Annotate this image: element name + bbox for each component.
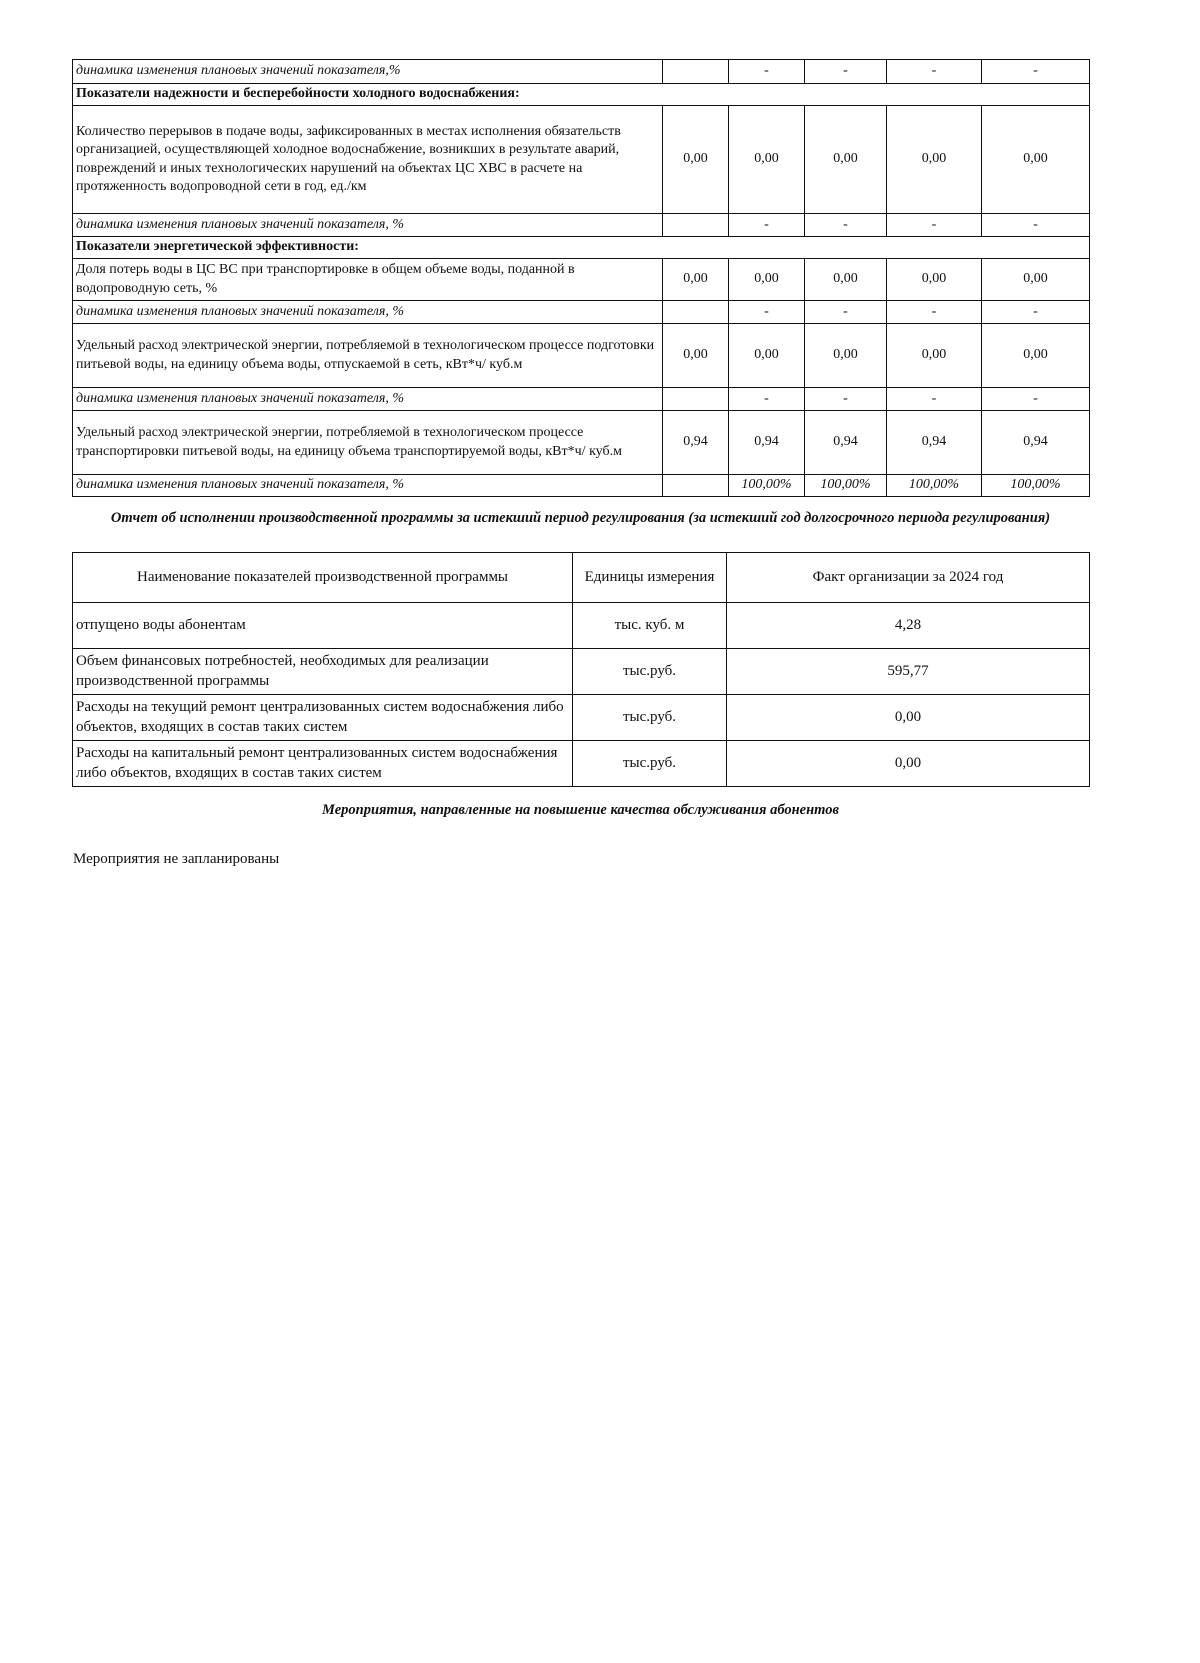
value-cell: 0,00	[729, 106, 805, 214]
unit-cell: тыс.руб.	[573, 741, 727, 787]
value-cell: -	[887, 301, 982, 324]
section-heading: Показатели надежности и бесперебойности холодного водоснабжения:	[73, 84, 1090, 106]
value-cell: 0,00	[663, 259, 729, 301]
value-cell: 595,77	[727, 649, 1090, 695]
value-cell: -	[805, 388, 887, 411]
row-label: Удельный расход электрической энергии, потребляемой в технологическом процессе транспортировки питьевой воды, на единицу объема транспортируемой воды, кВт*ч/ куб.м	[73, 411, 663, 475]
section-row	[73, 84, 1090, 106]
value-cell	[663, 60, 729, 84]
value-cell: 0,00	[663, 106, 729, 214]
column-header: Факт организации за 2024 год	[727, 553, 1090, 603]
table-row	[73, 60, 1090, 84]
value-cell: 0,00	[805, 106, 887, 214]
value-cell: 0,00	[887, 106, 982, 214]
table-row	[73, 324, 1090, 388]
value-cell: -	[729, 60, 805, 84]
value-cell: 0,94	[887, 411, 982, 475]
unit-cell: тыс. куб. м	[573, 603, 727, 649]
value-cell: -	[805, 301, 887, 324]
value-cell: 0,94	[805, 411, 887, 475]
value-cell: 0,00	[887, 259, 982, 301]
indicator-name: Объем финансовых потребностей, необходимых для реализации производственной программы	[73, 649, 573, 695]
value-cell: 0,00	[887, 324, 982, 388]
value-cell: 0,00	[982, 324, 1090, 388]
row-label: динамика изменения плановых значений показателя,%	[73, 60, 663, 84]
value-cell	[663, 214, 729, 237]
value-cell: 0,94	[663, 411, 729, 475]
value-cell: 4,28	[727, 603, 1090, 649]
section-heading: Показатели энергетической эффективности:	[73, 237, 1090, 259]
indicators-table	[72, 59, 1090, 497]
value-cell: 0,00	[805, 324, 887, 388]
value-cell: 0,00	[729, 324, 805, 388]
value-cell: -	[982, 301, 1090, 324]
production-program-table	[72, 552, 1090, 787]
value-cell: 0,00	[982, 106, 1090, 214]
table-row	[73, 259, 1090, 301]
row-label: динамика изменения плановых значений показателя, %	[73, 475, 663, 497]
value-cell: 0,00	[982, 259, 1090, 301]
value-cell: -	[982, 60, 1090, 84]
value-cell: 0,00	[727, 695, 1090, 741]
value-cell: -	[982, 388, 1090, 411]
value-cell: 0,94	[982, 411, 1090, 475]
value-cell	[663, 301, 729, 324]
row-label: Доля потерь воды в ЦС ВС при транспортировке в общем объеме воды, поданной в водопроводную сеть, %	[73, 259, 663, 301]
value-cell: -	[982, 214, 1090, 237]
column-header: Наименование показателей производственной программы	[73, 553, 573, 603]
row-label: динамика изменения плановых значений показателя, %	[73, 214, 663, 237]
row-label: Удельный расход электрической энергии, потребляемой в технологическом процессе подготовки питьевой воды, на единицу объема воды, отпускаемой в сеть, кВт*ч/ куб.м	[73, 324, 663, 388]
indicator-name: Расходы на текущий ремонт централизованных систем водоснабжения либо объектов, входящих в состав таких систем	[73, 695, 573, 741]
report-title: Отчет об исполнении производственной программы за истекший период регулирования (за истекший год долгосрочного периода регулирования)	[110, 510, 1051, 526]
indicator-name: отпущено воды абонентам	[73, 603, 573, 649]
value-cell: 0,94	[729, 411, 805, 475]
table-row	[73, 475, 1090, 497]
value-cell: -	[887, 214, 982, 237]
table-row	[73, 301, 1090, 324]
value-cell: -	[887, 60, 982, 84]
table-row	[73, 603, 1090, 649]
measures-text: Мероприятия не запланированы	[73, 851, 280, 867]
table-header-row	[73, 553, 1090, 603]
value-cell	[663, 388, 729, 411]
table-row	[73, 741, 1090, 787]
value-cell: -	[887, 388, 982, 411]
value-cell: 0,00	[663, 324, 729, 388]
value-cell: -	[729, 301, 805, 324]
value-cell: -	[805, 60, 887, 84]
value-cell: 0,00	[729, 259, 805, 301]
value-cell: -	[805, 214, 887, 237]
row-label: динамика изменения плановых значений показателя, %	[73, 301, 663, 324]
value-cell: -	[729, 388, 805, 411]
table-row	[73, 649, 1090, 695]
unit-cell: тыс.руб.	[573, 695, 727, 741]
row-label: Количество перерывов в подаче воды, зафиксированных в местах исполнения обязательств организацией, осуществляющей холодное водоснабжение, возникших в результате аварий, повреждений и иных технологических нарушений на объектах ЦС ХВС в расчете на протяженность водопроводной сети в год, ед./км	[73, 106, 663, 214]
value-cell: 100,00%	[887, 475, 982, 497]
table-row	[73, 695, 1090, 741]
unit-cell: тыс.руб.	[573, 649, 727, 695]
table-row	[73, 214, 1090, 237]
row-label: динамика изменения плановых значений показателя, %	[73, 388, 663, 411]
column-header: Единицы измерения	[573, 553, 727, 603]
value-cell: 100,00%	[729, 475, 805, 497]
value-cell: 0,00	[805, 259, 887, 301]
value-cell: 0,00	[727, 741, 1090, 787]
section-row	[73, 237, 1090, 259]
value-cell: 100,00%	[982, 475, 1090, 497]
table-row	[73, 106, 1090, 214]
indicator-name: Расходы на капитальный ремонт централизованных систем водоснабжения либо объектов, входящих в состав таких систем	[73, 741, 573, 787]
value-cell: -	[729, 214, 805, 237]
table-row	[73, 411, 1090, 475]
value-cell: 100,00%	[805, 475, 887, 497]
measures-title: Мероприятия, направленные на повышение качества обслуживания абонентов	[322, 802, 839, 818]
value-cell	[663, 475, 729, 497]
table-row	[73, 388, 1090, 411]
